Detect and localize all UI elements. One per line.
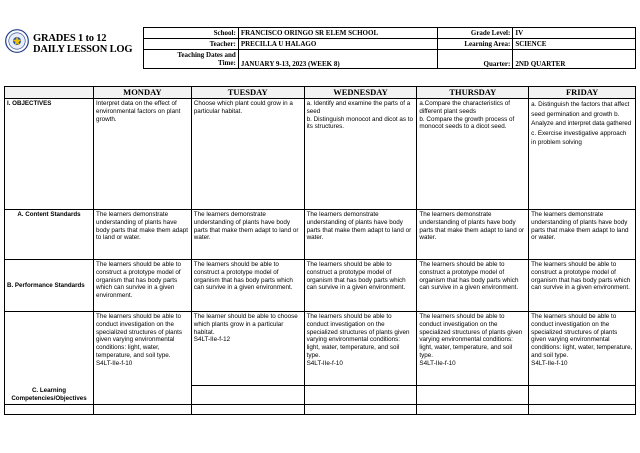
row-label-spacer	[5, 312, 94, 386]
day-header: MONDAY	[93, 87, 191, 99]
content-standards-row	[5, 210, 636, 260]
table-cell: The learners demonstrate understanding of plants have body parts that make them adapt to land or water.	[191, 210, 304, 260]
dates-label	[144, 50, 239, 69]
blank-row	[5, 404, 636, 414]
table-cell: a. Distinguish the factors that affect seed germination and growth b. Analyze and interpret data gathered c. Exercise investigative approach in problem solving	[529, 99, 636, 210]
table-cell	[191, 404, 304, 414]
day-header: TUESDAY	[191, 87, 304, 99]
deped-seal-icon	[5, 29, 29, 53]
grade-value: IV	[513, 28, 636, 39]
table-cell: The learners should be able to conduct investigation on the specialized structures of plants given varying environmental conditions: light, water, temperature, and soil type. S4LT-IIe-f-10	[304, 312, 417, 386]
grade-label: Grade Level:	[438, 28, 513, 39]
teacher-label: Teacher:	[144, 39, 239, 50]
table-cell	[529, 386, 636, 405]
table-cell: Interpret data on the effect of environmental factors on plant growth.	[93, 99, 191, 210]
table-cell	[93, 404, 191, 414]
table-cell: Choose which plant could grow in a particular habitat.	[191, 99, 304, 210]
table-cell: The learners should be able to construct a prototype model of organism that has body parts which can survive in a given environment.	[304, 260, 417, 312]
day-header-row	[5, 87, 636, 99]
quarter-value: 2ND QUARTER	[513, 50, 636, 69]
table-cell: The learners demonstrate understanding of plants have body parts that make them adapt to land or water.	[417, 210, 529, 260]
logo-title	[33, 33, 132, 55]
day-header: FRIDAY	[529, 87, 636, 99]
row-label-competencies: C. Learning Competencies/Objectives	[5, 386, 94, 405]
table-cell: The learners should be able to construct a prototype model of organism that has body parts which can survive in a given environment.	[93, 260, 191, 312]
day-header: WEDNESDAY	[304, 87, 417, 99]
table-cell	[417, 386, 529, 405]
table-cell: The learners should be able to conduct investigation on the specialized structures of plants given varying environmental conditions: light, water, temperature, and soil type. S4LT-IIe-f-10	[417, 312, 529, 386]
table-cell	[529, 404, 636, 414]
teacher-value: PRECILLA U HALAGO	[238, 39, 438, 50]
school-value: FRANCISCO ORINGO SR ELEM SCHOOL	[238, 28, 438, 39]
table-cell	[5, 404, 94, 414]
table-cell	[191, 386, 304, 405]
table-cell: The learners should be able to construct a prototype model of organism that has body parts which can survive in a given environment.	[529, 260, 636, 312]
area-label: Learning Area:	[438, 39, 513, 50]
dates-value: JANUARY 9-13, 2023 (WEEK 8)	[238, 50, 438, 69]
table-cell	[304, 386, 417, 405]
competencies-row	[5, 312, 636, 386]
header-info-table	[143, 27, 636, 69]
row-label-performance-standards: B. Performance Standards	[5, 260, 94, 312]
table-cell: The learners demonstrate understanding of plants have body parts that make them adapt to land or water.	[529, 210, 636, 260]
table-cell: The learners should be able to conduct investigation on the specialized structures of plants given varying environmental conditions: light, water, temperature, and soil type. S4LT-IIe-f-10	[529, 312, 636, 386]
logo-title-line1: GRADES 1 to 12	[33, 33, 107, 44]
table-cell: The learners demonstrate understanding of plants have body parts that make them adapt to land or water.	[304, 210, 417, 260]
row-label-objectives: I. OBJECTIVES	[5, 99, 94, 210]
table-cell: The learners should be able to construct a prototype model of organism that has body parts which can survive in a given environment.	[417, 260, 529, 312]
table-cell	[417, 404, 529, 414]
corner-cell	[5, 87, 94, 99]
table-cell: The learner should be able to choose which plants grow in a particular habitat. S4LT-IIe-f-12	[191, 312, 304, 386]
area-value: SCIENCE	[513, 39, 636, 50]
table-cell: a. Identify and examine the parts of a seed b. Distinguish monocot and dicot as to its structures.	[304, 99, 417, 210]
table-cell: The learners should be able to conduct investigation on the specialized structures of plants given varying environmental conditions: light, water, temperature, and soil type. S4LT-IIe-f-10	[93, 312, 191, 405]
dates-label-line1: Teaching Dates and	[177, 51, 236, 59]
logo-title-line2: DAILY LESSON LOG	[33, 44, 133, 55]
table-cell: a.Compare the characteristics of different plant seeds b. Compare the growth process of monocot seeds to a dicot seed.	[417, 99, 529, 210]
table-cell	[304, 404, 417, 414]
school-label: School:	[144, 28, 239, 39]
objectives-row	[5, 99, 636, 210]
table-cell: The learners should be able to construct a prototype model of organism that has body parts which can survive in a given environment.	[191, 260, 304, 312]
quarter-label: Quarter:	[438, 50, 513, 69]
table-cell: The learners demonstrate understanding of plants have body parts that make them adapt to land or water.	[93, 210, 191, 260]
lesson-log-table	[4, 86, 636, 415]
day-header: THURSDAY	[417, 87, 529, 99]
dates-label-line2: Time:	[218, 59, 236, 67]
row-label-content-standards: A. Content Standards	[5, 210, 94, 260]
performance-standards-row	[5, 260, 636, 312]
